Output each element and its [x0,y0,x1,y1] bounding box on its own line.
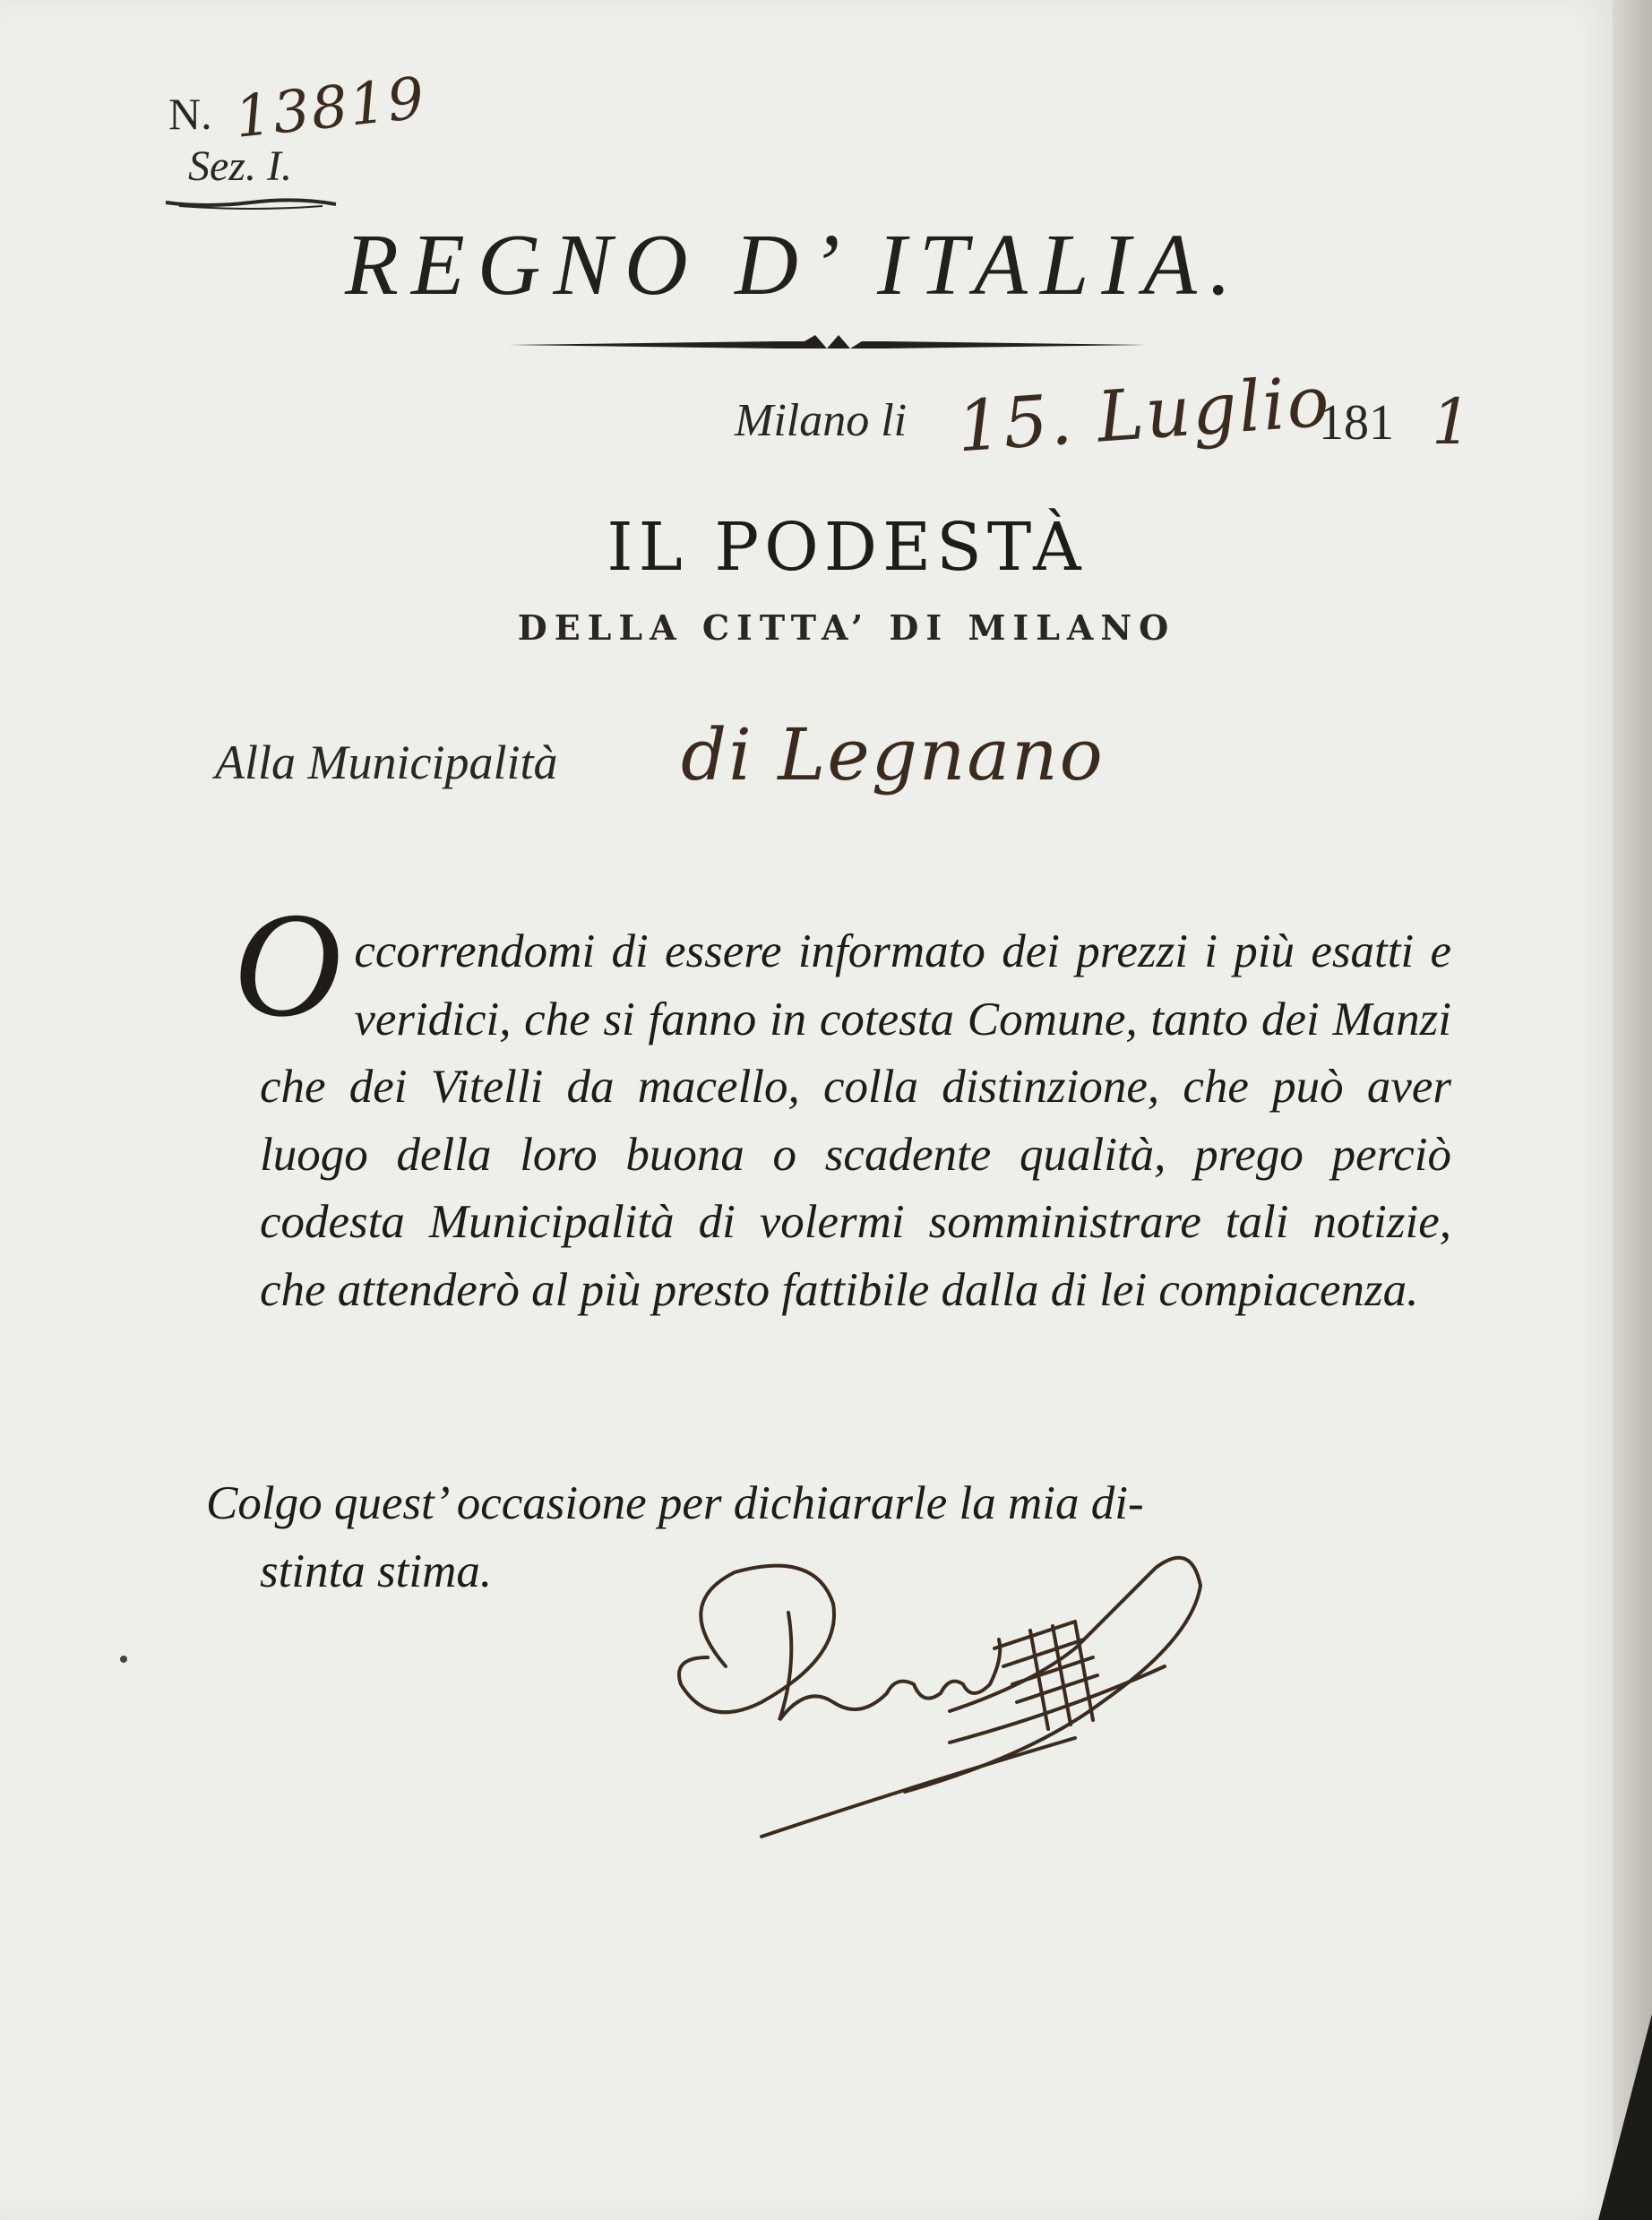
dateline-year-handwritten: 1 [1432,385,1474,459]
dateline-year-printed: 181 [1319,395,1394,451]
addressee-printed: Alla Municipalità [215,736,558,789]
authority-title: IL PODESTÀ [607,509,1087,586]
letter-body [233,882,1451,1324]
closing-line-2: stinta stima. [260,1545,493,1597]
addressee-handwritten: di Legnano [681,713,1105,796]
dateline-date-handwritten: 15. Luglio [954,361,1334,469]
dateline-place: Milano li [735,395,908,446]
handwritten-signature [654,1550,1227,1854]
page-edge [1613,0,1652,2220]
section-label: Sez. I. [188,142,292,190]
protocol-number-label: N. [168,89,212,139]
section-underline-ornament [161,195,340,213]
document-title: REGNO D’ ITALIA. [345,217,1244,314]
title-divider-ornament [509,331,1145,358]
ink-speck [120,1656,127,1663]
closing-line-1: Colgo quest’ occasione per dichiararle la mia di- [206,1477,1144,1529]
body-drop-cap: O [233,882,342,1048]
authority-subtitle: DELLA CITTA’ DI MILANO [517,607,1176,648]
body-text: ccorrendomi di essere informato dei prezzi i più esatti e veridici, che si fanno in cotesta Comune, tanto dei Manzi che dei Vitelli da macello, colla distinzione, che può aver luogo della loro buona o scadente qualità, prego perciò codesta Municipalità di volermi somministrare tali notizie, che attenderò al più presto fattibile dalla di lei compiacenza. [260,925,1451,1316]
dark-corner [1598,2014,1652,2220]
protocol-number-handwritten: 13819 [231,65,429,151]
